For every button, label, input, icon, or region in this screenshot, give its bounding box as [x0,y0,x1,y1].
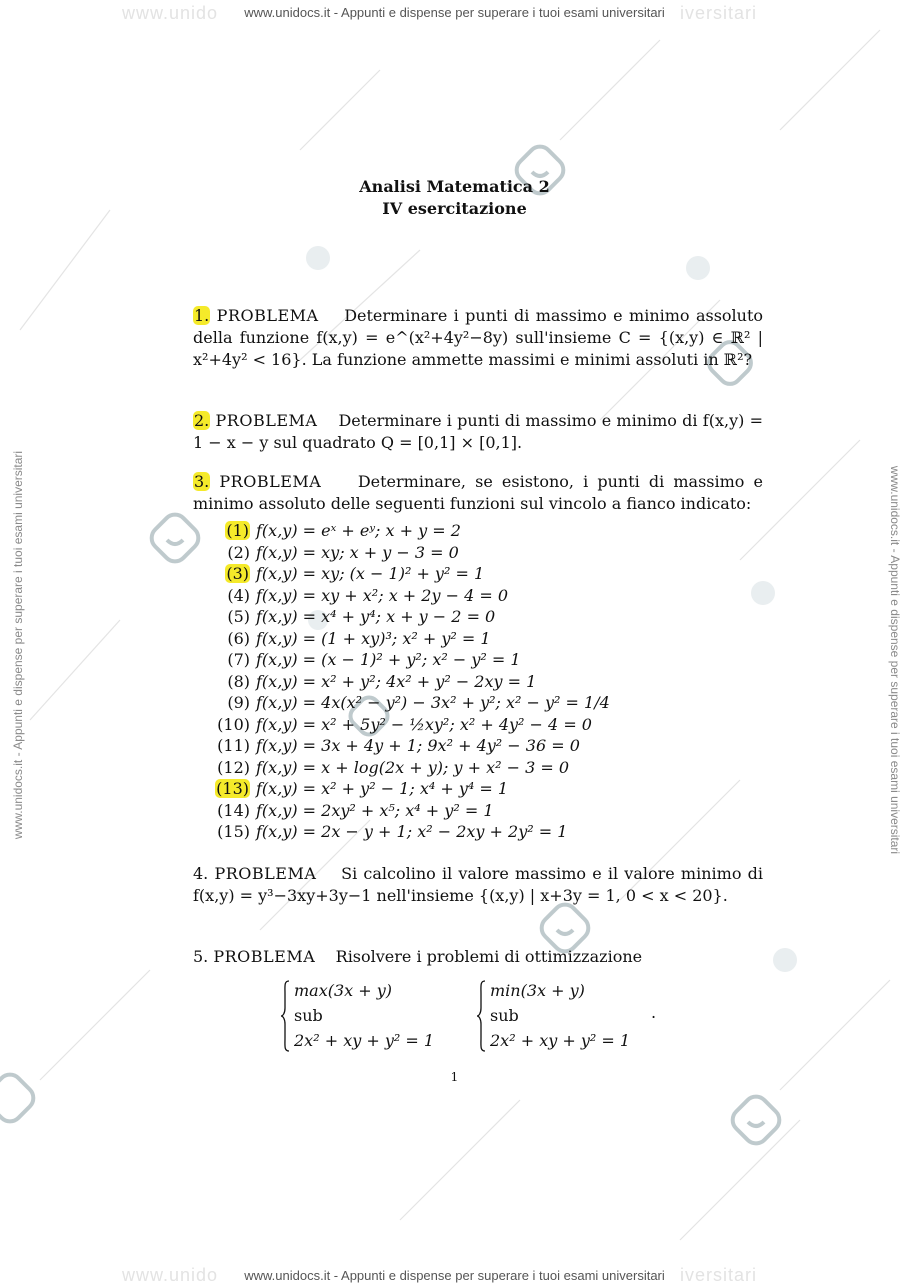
problem-number-highlight: 1. [194,306,210,325]
system-max [280,978,434,1053]
list-item [210,628,610,650]
list-item [210,585,610,607]
watermark-bottom: www.unidocs.it - Appunti e dispense per superare i tuoi esami universitari [244,1268,665,1283]
list-item [210,757,610,779]
problem-3 [193,471,763,515]
left-brace-icon [280,980,290,1052]
problem-number: 5. [193,947,209,966]
watermark-side-left: www.unidocs.it - Appunti e dispense per superare i tuoi esami universitari [11,450,25,840]
list-expression: f(x,y) = x² + 5y² − ½xy²; x² + 4y² − 4 = 0 [256,714,592,734]
problem-text: Risolvere i problemi di ottimizzazione [335,947,643,966]
list-item [210,714,610,736]
list-index: (15) [217,822,250,841]
list-expression: f(x,y) = xy; (x − 1)² + y² = 1 [256,564,485,583]
exercise-list [210,520,610,843]
watermark-ghost-right: iversitari [680,1265,758,1285]
list-index: (7) [227,650,250,669]
list-index: (5) [227,607,250,626]
system-objective: max(3x + y) [294,981,393,1000]
list-expression: f(x,y) = 2x − y + 1; x² − 2xy + 2y² = 1 [256,822,568,841]
document-title: Analisi Matematica 2 [359,177,550,196]
list-item [210,735,610,757]
list-expression: f(x,y) = (1 + xy)³; x² + y² = 1 [256,628,491,648]
list-index: (3) [226,564,249,583]
list-item [210,821,610,843]
list-index: (13) [216,779,249,798]
problem-number: 4. [193,864,209,883]
list-index: (2) [227,542,250,562]
list-expression: f(x,y) = (x − 1)² + y²; x² − y² = 1 [256,650,521,669]
list-item [210,800,610,822]
system-min [476,978,630,1053]
list-index: (9) [227,693,250,712]
problem-label: PROBLEMA [215,411,318,430]
problem-label: PROBLEMA [213,947,316,966]
list-expression: f(x,y) = 4x(x² − y²) − 3x² + y²; x² − y² = 1/4 [256,693,610,712]
list-item [210,520,610,542]
problem-5 [193,946,763,968]
list-index: (12) [217,757,250,777]
problem-text: Determinare, se esistono, i punti di massimo e minimo assoluto delle seguenti funzioni sul vincolo a fianco indicato: [193,472,764,513]
problem-4 [193,863,763,907]
list-expression: f(x,y) = x⁴ + y⁴; x + y − 2 = 0 [256,607,496,626]
systems-period: . [651,1003,657,1022]
list-item [210,542,610,564]
system-sub: sub [490,1006,519,1025]
problem-label: PROBLEMA [216,306,319,325]
list-index: (14) [217,800,250,820]
list-item [210,649,610,671]
list-index: (8) [227,671,250,691]
list-item [210,563,610,585]
list-expression: f(x,y) = x + log(2x + y); y + x² − 3 = 0 [256,757,570,777]
problem-label: PROBLEMA [214,864,317,883]
watermark-ghost-right: iversitari [680,3,758,23]
system-sub: sub [294,1006,323,1025]
list-expression: f(x,y) = 2xy² + x⁵; x⁴ + y² = 1 [256,800,494,820]
list-index: (6) [227,628,250,648]
list-item [210,692,610,714]
list-index: (11) [217,736,250,755]
page-number: 1 [450,1070,459,1084]
list-item [210,778,610,800]
problem-text: Determinare i punti di massimo e minimo di f(x,y) = 1 − x − y sul quadrato Q = [0,1] × [0,1]. [193,411,764,452]
logo-icon [751,581,775,605]
problem-label: PROBLEMA [219,472,322,491]
logo-icon [147,510,204,567]
logo-icon [728,1092,785,1149]
left-brace-icon [476,980,486,1052]
problem-2 [193,410,763,454]
problem-text: Determinare i punti di massimo e minimo assoluto della funzione f(x,y) = e^(x²+4y²−8y) sull'insieme C = {(x,y) ∈ ℝ² | x²+4y² < 16}. La funzione ammette massimi e minimi assoluti in ℝ²? [193,306,764,369]
list-expression: f(x,y) = eˣ + eʸ; x + y = 2 [256,521,461,540]
document-subtitle: IV esercitazione [382,199,527,218]
system-constraint: 2x² + xy + y² = 1 [294,1031,435,1050]
watermark-ghost-left: www.unido [122,1265,219,1285]
watermark-side-right: www.unidocs.it - Appunti e dispense per superare i tuoi esami universitari [888,465,902,855]
system-constraint: 2x² + xy + y² = 1 [490,1031,631,1050]
system-objective: min(3x + y) [490,981,585,1000]
list-index: (1) [226,521,249,540]
list-index: (4) [227,585,250,605]
logo-icon [306,246,330,270]
list-expression: f(x,y) = 3x + 4y + 1; 9x² + 4y² − 36 = 0 [256,736,580,755]
list-expression: f(x,y) = x² + y²; 4x² + y² − 2xy = 1 [256,671,537,691]
list-expression: f(x,y) = x² + y² − 1; x⁴ + y⁴ = 1 [256,779,509,798]
list-index: (10) [217,714,250,734]
list-item [210,671,610,693]
logo-icon [773,948,797,972]
logo-icon [686,256,710,280]
watermark-ghost-left: www.unido [122,3,219,23]
list-item [210,606,610,628]
problem-text: Si calcolino il valore massimo e il valore minimo di f(x,y) = y³−3xy+3y−1 nell'insieme {(x,y) | x+3y = 1, 0 < x < 20}. [193,864,763,905]
problem-1 [193,305,763,371]
problem-number-highlight: 2. [194,411,210,430]
list-expression: f(x,y) = xy; x + y − 3 = 0 [256,542,459,562]
watermark-top: www.unidocs.it - Appunti e dispense per superare i tuoi esami universitari [244,5,665,20]
problem-number-highlight: 3. [194,472,210,491]
list-expression: f(x,y) = xy + x²; x + 2y − 4 = 0 [256,585,509,605]
